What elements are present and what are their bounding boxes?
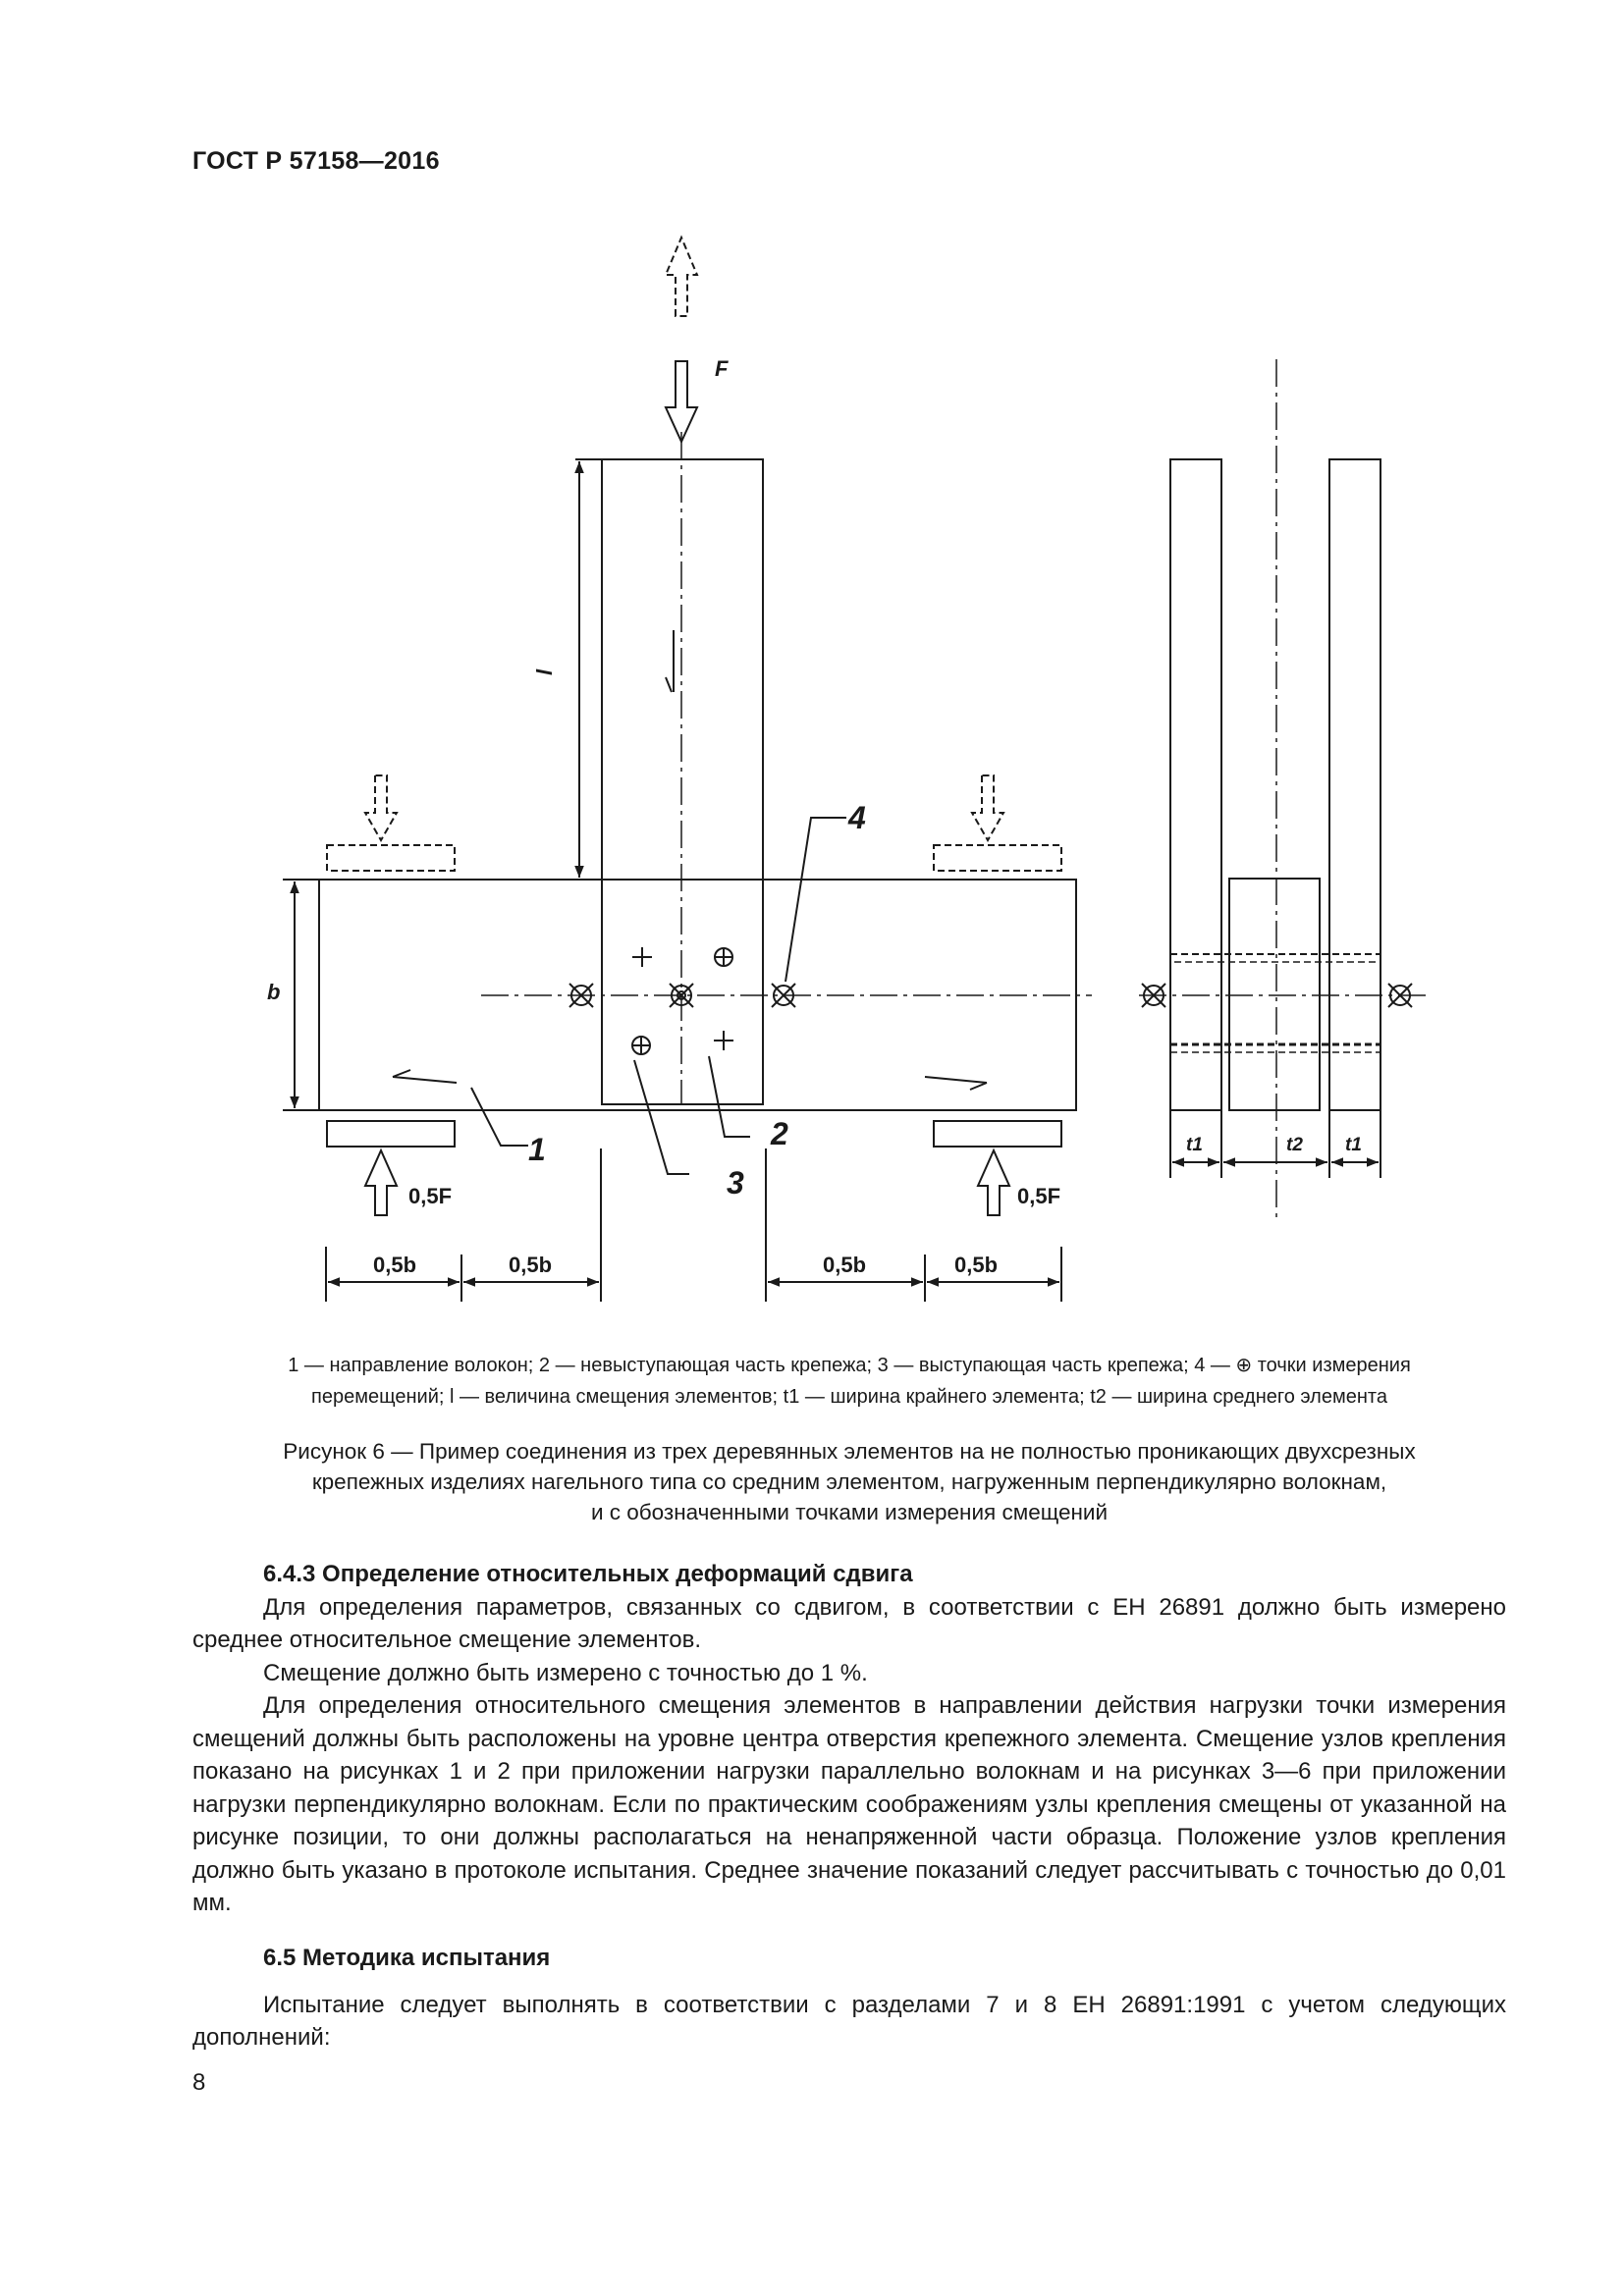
section-6-5-title: 6.5 Методика испытания	[263, 1945, 551, 1971]
callout-3: 3	[727, 1165, 744, 1201]
section-6-4-3-p2: Смещение должно быть измерено с точностью до 1 %.	[263, 1659, 868, 1686]
dashed-down-arrow-icon	[365, 775, 397, 840]
section-6-5-p1: Испытание следует выполнять в соответствии с разделами 7 и 8 ЕН 26891:1991 с учетом следующих дополнений:	[192, 1991, 1506, 2051]
legend-line-1: 1 — направление волокон; 2 — невыступающая часть крепежа; 3 — выступающая часть крепежа; 4 — ⊕ точки измерения	[288, 1355, 1411, 1376]
caption-line-2: крепежных изделиях нагельного типа со средним элементом, нагруженным перпендикулярно волокнам,	[311, 1469, 1387, 1494]
label-l: l	[532, 668, 557, 675]
legend-line-2: перемещений; l — величина смещения элементов; t1 — ширина крайнего элемента; t2 — ширина среднего элемента	[311, 1386, 1387, 1408]
dim-label-t2: t2	[1286, 1135, 1303, 1155]
support-up-arrow-icon	[365, 1150, 397, 1215]
section-6-4-3	[192, 1558, 1506, 1920]
support-up-arrow-icon	[978, 1150, 1009, 1215]
label-b: b	[267, 980, 281, 1004]
callout-1: 1	[528, 1132, 546, 1167]
figure-caption	[192, 1436, 1506, 1527]
label-force: F	[715, 356, 729, 381]
force-down-arrow-icon	[666, 361, 697, 442]
dim-label-4: 0,5b	[954, 1253, 999, 1277]
section-6-4-3-p3: Для определения относительного смещения элементов в направлении действия нагрузки точки измерения смещений должны быть расположены на уровне центра отверстия крепежного элемента. Смещение узлов крепления показано на рисунках 1 и 2 при приложении нагрузки параллельно волокнам и на рисунках 3—6 при приложении нагрузки перпендикулярно волокнам. Если по практическим соображениям узлы крепления смещены от указанной на рисунке позиции, то они должны располагаться на ненапряженной части образца. Положение узлов крепления должно быть указано в протоколе испытания. Среднее значение показаний следует рассчитывать с точностью до 0,01 мм.	[192, 1692, 1506, 1916]
middle-member	[602, 459, 763, 1104]
dim-label-t1-right: t1	[1345, 1135, 1362, 1155]
figure-legend	[192, 1350, 1506, 1413]
label-half-force-left: 0,5F	[408, 1184, 453, 1208]
dim-label-3: 0,5b	[823, 1253, 867, 1277]
document-header: ГОСТ Р 57158—2016	[192, 147, 440, 175]
dim-label-1: 0,5b	[373, 1253, 417, 1277]
dashed-up-arrow-icon	[666, 238, 697, 316]
dim-label-2: 0,5b	[509, 1253, 553, 1277]
dashed-down-arrow-icon	[972, 775, 1003, 840]
caption-line-3: и с обозначенными точками измерения смещений	[590, 1500, 1109, 1524]
label-half-force-right: 0,5F	[1017, 1184, 1061, 1208]
dim-label-t1-left: t1	[1186, 1135, 1203, 1155]
page-number: 8	[192, 2069, 206, 2096]
section-6-5	[192, 1942, 1506, 2055]
section-6-4-3-p1: Для определения параметров, связанных со сдвигом, в соответствии с ЕН 26891 должно быть измерено среднее относительное смещение элементов.	[192, 1593, 1506, 1653]
callout-4: 4	[848, 800, 866, 835]
caption-line-1: Рисунок 6 — Пример соединения из трех деревянных элементов на не полностью проникающих двухсрезных	[283, 1439, 1416, 1464]
callout-2: 2	[771, 1116, 788, 1151]
section-6-4-3-title: 6.4.3 Определение относительных деформаций сдвига	[263, 1561, 913, 1587]
